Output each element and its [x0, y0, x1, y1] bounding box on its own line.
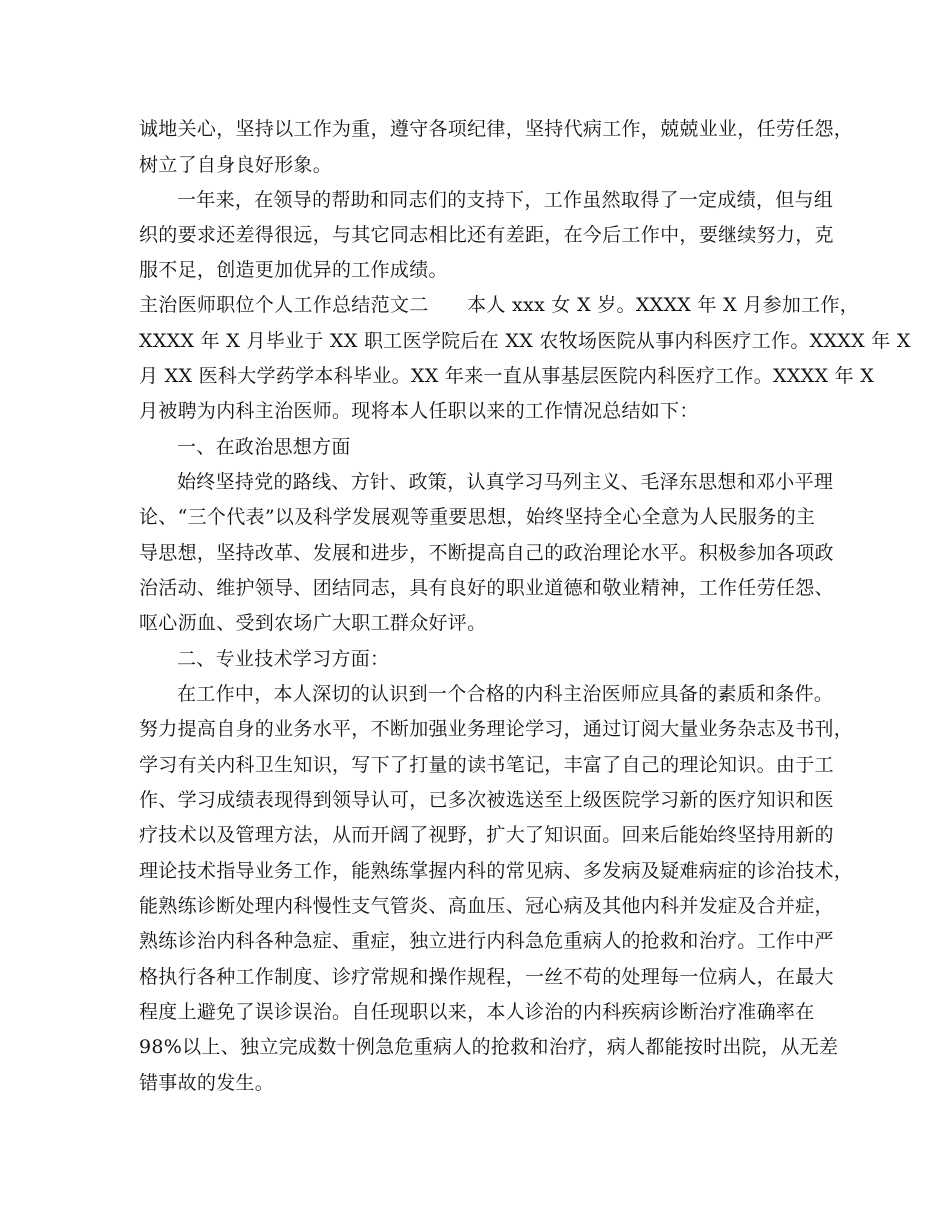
- text-line: 学习有关内科卫生知识，写下了打量的读书笔记，丰富了自己的理论知识。由于工: [139, 754, 834, 776]
- paragraph-start-line: 一年来，在领导的帮助和同志们的支持下，工作虽然取得了一定成绩，但与组: [177, 189, 834, 211]
- text-line: 服不足，创造更加优异的工作成绩。: [139, 259, 448, 281]
- text-line: 治活动、维护领导、团结同志，具有良好的职业道德和敬业精神，工作任劳任怨、: [139, 577, 834, 599]
- text-line: 努力提高自身的业务水平，不断加强业务理论学习，通过订阅大量业务杂志及书刊，: [139, 718, 854, 740]
- text-line: 98%以上、独立完成数十例急危重病人的抢救和治疗，病人都能按时出院，从无差: [139, 1036, 839, 1058]
- text-line: 理论技术指导业务工作，能熟练掌握内科的常见病、多发病及疑难病症的诊治技术，: [139, 860, 854, 882]
- text-line: 作、学习成绩表现得到领导认可，已多次被选送至上级医院学习新的医疗知识和医: [139, 789, 834, 811]
- text-line: 疗技术以及管理方法，从而开阔了视野，扩大了知识面。回来后能始终坚持用新的: [139, 824, 834, 846]
- text-line: 诚地关心，坚持以工作为重，遵守各项纪律，坚持代病工作，兢兢业业，任劳任怨，: [139, 118, 854, 140]
- text-line: 月被聘为内科主治医师。现将本人任职以来的工作情况总结如下：: [139, 400, 699, 422]
- section-title-line: 主治医师职位个人工作总结范文二 本人 xxx 女 X 岁。XXXX 年 X 月参加工作，: [139, 294, 860, 316]
- heading-politics: 一、在政治思想方面: [177, 436, 351, 458]
- text-line: 能熟练诊断处理内科慢性支气管炎、高血压、冠心病及其他内科并发症及合并症，: [139, 895, 834, 917]
- text-line: 织的要求还差得很远，与其它同志相比还有差距，在今后工作中，要继续努力，克: [139, 224, 834, 246]
- text-line: 格执行各种工作制度、诊疗常规和操作规程，一丝不苟的处理每一位病人，在最大: [139, 966, 834, 988]
- text-line: 程度上避免了误诊误治。自任现职以来，本人诊治的内科疾病诊断治疗准确率在: [139, 1001, 815, 1023]
- text-line: XXXX 年 X 月毕业于 XX 职工医学院后在 XX 农牧场医院从事内科医疗工作。XXXX 年 X: [139, 330, 911, 352]
- text-line: 熟练诊治内科各种急症、重症，独立进行内科急危重病人的抢救和治疗。工作中严: [139, 930, 834, 952]
- paragraph-start-line: 在工作中，本人深切的认识到一个合格的内科主治医师应具备的素质和条件。: [177, 683, 834, 705]
- text-line: 错事故的发生。: [139, 1072, 275, 1094]
- text-line: 导思想，坚持改革、发展和进步，不断提高自己的政治理论水平。积极参加各项政: [139, 542, 834, 564]
- paragraph-start-line: 始终坚持党的路线、方针、政策，认真学习马列主义、毛泽东思想和邓小平理: [177, 471, 834, 493]
- text-line: 月 XX 医科大学药学本科毕业。XX 年来一直从事基层医院内科医疗工作。XXXX 年 X: [139, 365, 875, 387]
- heading-professional: 二、专业技术学习方面：: [177, 648, 390, 670]
- text-line: 树立了自身良好形象。: [139, 154, 333, 176]
- text-line: 论、“三个代表”以及科学发展观等重要思想，始终坚持全心全意为人民服务的主: [139, 506, 816, 528]
- text-line: 呕心沥血、受到农场广大职工群众好评。: [139, 612, 487, 634]
